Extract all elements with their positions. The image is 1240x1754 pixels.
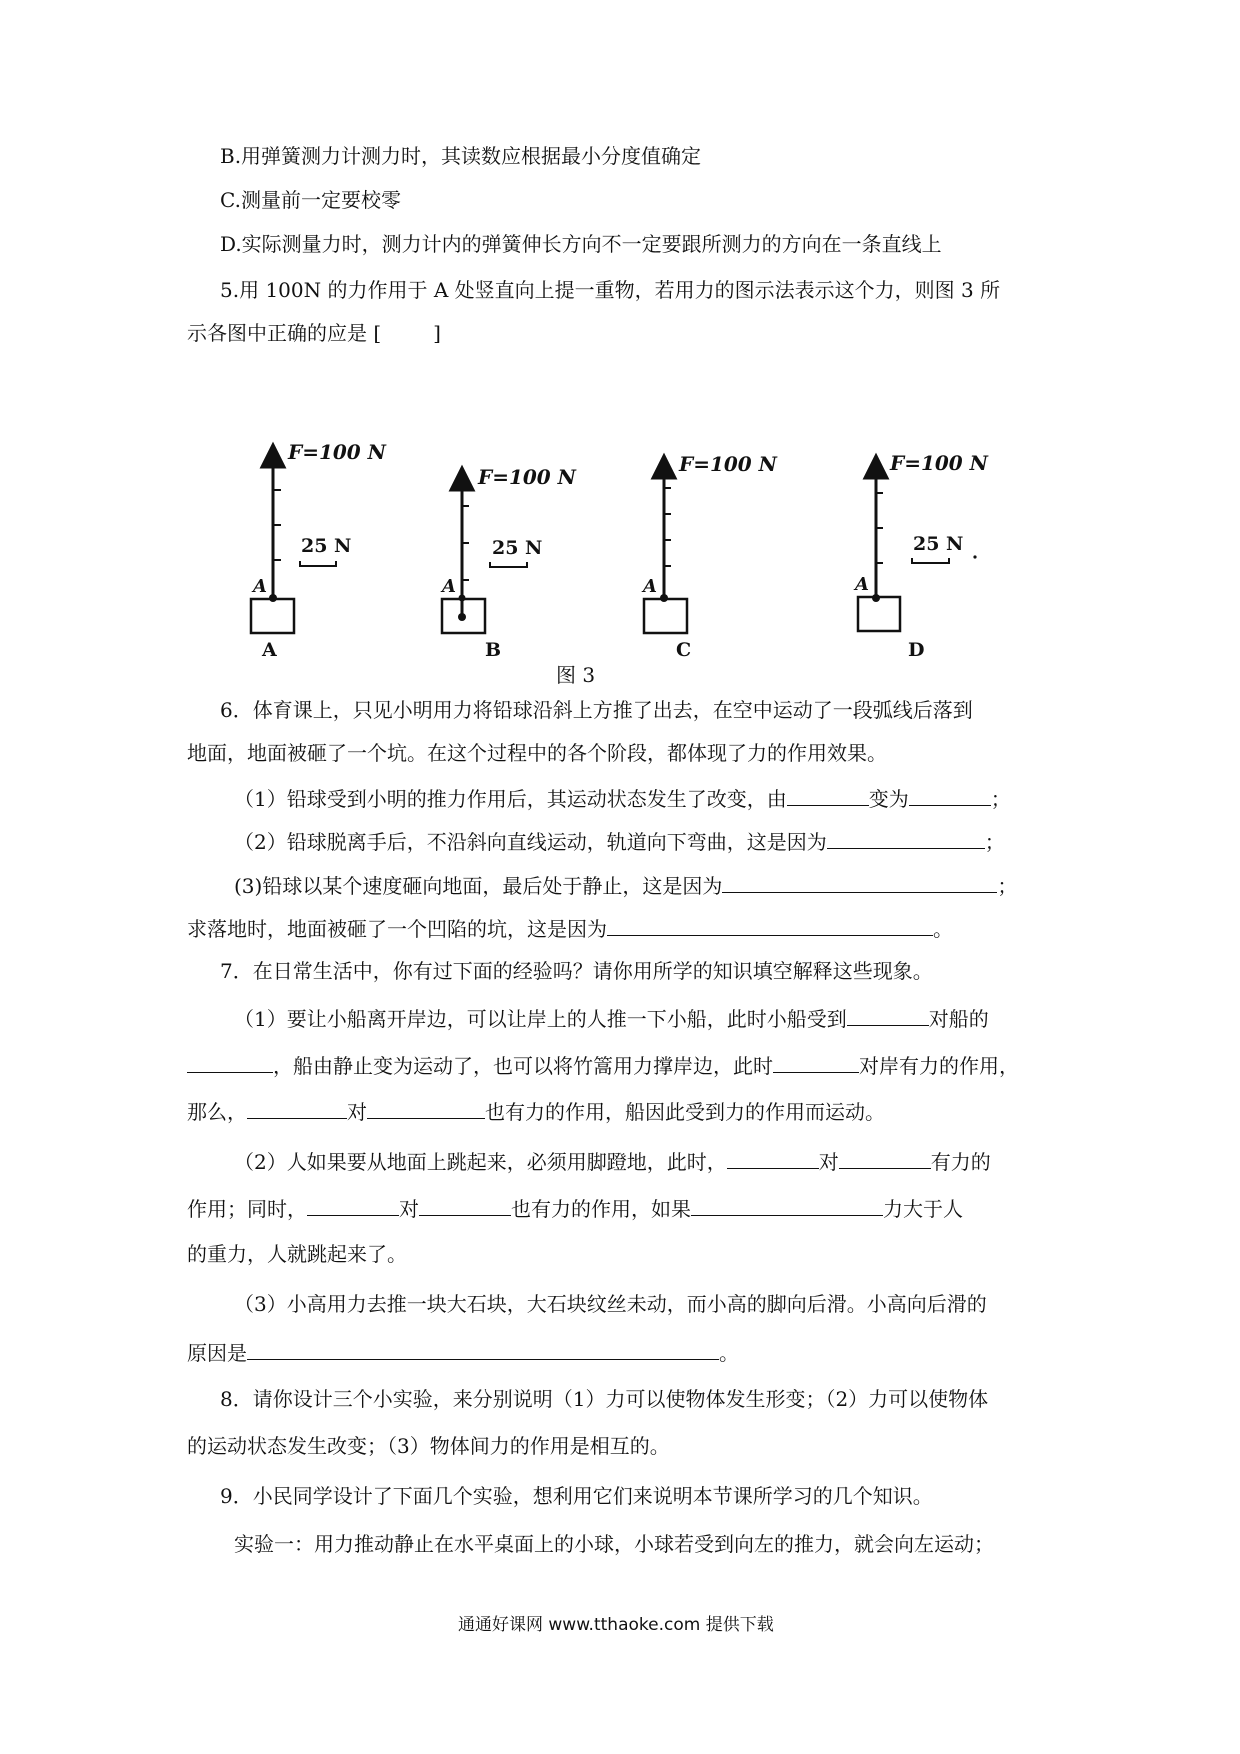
blank-q7-1e[interactable] [367, 1096, 485, 1119]
q6-part1-end: ； [990, 787, 1011, 811]
panel-label-a: A [262, 639, 277, 661]
q7-s1-text-a: （1）要让小船离开岸边，可以让岸上的人推一下小船，此时小船受到 [234, 1007, 847, 1031]
diagram-panel-b [440, 465, 577, 661]
q6-part2 [234, 826, 1005, 856]
point-label-d: A [855, 574, 869, 595]
q6-part3-text: (3)铅球以某个速度砸向地面，最后处于静止，这是因为 [234, 874, 723, 898]
diagram-panel-a [251, 440, 387, 661]
q7-s1-text-b: 对船的 [928, 1007, 989, 1031]
q7-s2-text-e: 对 [399, 1197, 419, 1221]
force-label-a: F=100 N [288, 440, 386, 464]
q4-option-d: D.实际测量力时，测力计内的弹簧伸长方向不一定要跟所测力的方向在一条直线上 [220, 232, 942, 256]
blank-q6-4[interactable] [607, 913, 933, 936]
q6-intro-line2: 地面，地面被砸了一个坑。在这个过程中的各个阶段，都体现了力的作用效果。 [187, 741, 887, 765]
q9-line2: 实验一：用力推动静止在水平桌面上的小球，小球若受到向左的推力，就会向左运动； [234, 1532, 994, 1556]
blank-q6-3[interactable] [722, 870, 997, 893]
blank-q7-1d[interactable] [247, 1096, 347, 1119]
blank-q7-2e[interactable] [691, 1193, 883, 1216]
blank-q7-1b[interactable] [187, 1050, 273, 1073]
q5-stem-line1: 5.用 100N 的力作用于 A 处竖直向上提一重物，若用力的图示法表示这个力，则图 3 所 [220, 278, 1001, 302]
q7-intro: 7．在日常生活中，你有过下面的经验吗？请你用所学的知识填空解释这些现象。 [220, 959, 933, 983]
point-label-c: A [643, 576, 657, 597]
q8-line2: 的运动状态发生改变；（3）物体间力的作用是相互的。 [187, 1434, 670, 1458]
q6-part4-text: 求落地时，地面被砸了一个凹陷的坑，这是因为 [187, 917, 607, 941]
panel-label-c: C [676, 639, 692, 661]
q7-s1-text-f: 对 [347, 1100, 367, 1124]
q7-s1-text-g: 也有力的作用，船因此受到力的作用而运动。 [485, 1100, 885, 1124]
q6-part4-end: 。 [933, 917, 953, 941]
q7-s1-text-c: ，船由静止变为运动了，也可以将竹篙用力撑岸边，此时 [273, 1054, 773, 1078]
q7-s3-end: 。 [719, 1341, 739, 1365]
point-label-b: A [442, 576, 456, 597]
q7-s2-text-f: 也有力的作用，如果 [511, 1197, 691, 1221]
q7-s1-text-d: 对岸有力的作用， [859, 1054, 1019, 1078]
q7-s1-text-e: 那么， [187, 1100, 247, 1124]
q8-line1: 8．请你设计三个小实验，来分别说明（1）力可以使物体发生形变；（2）力可以使物体 [220, 1387, 989, 1411]
q7-s1-line3 [187, 1096, 885, 1126]
q7-s3-line1: （3）小高用力去推一块大石块，大石块纹丝未动，而小高的脚向后滑。小高向后滑的 [234, 1292, 987, 1316]
figure-caption: 图 3 [556, 663, 596, 687]
blank-q7-1a[interactable] [847, 1003, 929, 1026]
blank-q7-3[interactable] [247, 1337, 719, 1360]
force-label-d: F=100 N [890, 451, 988, 475]
q6-part3 [234, 870, 1017, 900]
q6-part2-end: ； [984, 830, 1005, 854]
q7-s2-text-c: 有力的 [930, 1150, 991, 1174]
point-label-a: A [253, 576, 267, 597]
q5-bracket-close: ] [433, 321, 441, 345]
q6-part1-text-a: （1）铅球受到小明的推力作用后，其运动状态发生了改变，由 [234, 787, 787, 811]
blank-q7-2a[interactable] [727, 1146, 819, 1169]
blank-q7-2d[interactable] [419, 1193, 511, 1216]
scale-label-d: 25 N [913, 533, 964, 555]
footer-credit: 通通好课网 www.tthaoke.com 提供下载 [458, 1615, 774, 1635]
q7-s2-text-g: 力大于人 [883, 1197, 963, 1221]
q4-option-c: C.测量前一定要校零 [220, 188, 401, 212]
q7-s2-line3: 的重力，人就跳起来了。 [187, 1242, 407, 1266]
blank-q7-2c[interactable] [307, 1193, 399, 1216]
scale-label-b: 25 N [492, 537, 543, 559]
panel-label-d: D [908, 639, 925, 661]
blank-q6-1a[interactable] [787, 783, 869, 806]
q7-s2-line2 [187, 1193, 963, 1223]
q7-s3-line2 [187, 1337, 739, 1367]
q6-part1 [234, 783, 1011, 813]
q6-part2-text: （2）铅球脱离手后，不沿斜向直线运动，轨道向下弯曲，这是因为 [234, 830, 827, 854]
diagram-panel-d [853, 451, 989, 661]
scale-label-a: 25 N [301, 535, 352, 557]
q4-option-b: B.用弹簧测力计测力时，其读数应根据最小分度值确定 [220, 144, 702, 168]
q7-s2-text-d: 作用；同时， [187, 1197, 307, 1221]
figure-3 [0, 0, 1240, 700]
q6-part3-end: ； [997, 874, 1018, 898]
q7-s2-text-b: 对 [818, 1150, 839, 1174]
q7-s1-line1 [234, 1003, 989, 1033]
blank-q7-2b[interactable] [839, 1146, 931, 1169]
diagram-panel-c [641, 452, 778, 661]
force-label-b: F=100 N [478, 465, 576, 489]
force-label-c: F=100 N [679, 452, 777, 476]
q6-part4 [187, 913, 953, 943]
q6-part1-text-b: 变为 [868, 787, 909, 811]
q5-stem-text: 示各图中正确的应是 [ [187, 321, 382, 345]
blank-q6-1b[interactable] [909, 783, 991, 806]
q7-s2-line1 [234, 1146, 991, 1176]
blank-q6-2[interactable] [827, 826, 985, 849]
q7-s3-text: 原因是 [187, 1341, 247, 1365]
panel-label-b: B [485, 639, 502, 661]
q7-s1-line2 [187, 1050, 1019, 1080]
q7-s2-text-a: （2）人如果要从地面上跳起来，必须用脚蹬地，此时， [234, 1150, 727, 1174]
blank-q7-1c[interactable] [773, 1050, 859, 1073]
q9-line1: 9．小民同学设计了下面几个实验，想利用它们来说明本节课所学习的几个知识。 [220, 1484, 933, 1508]
q6-intro-line1: 6．体育课上，只见小明用力将铅球沿斜上方推了出去，在空中运动了一段弧线后落到 [220, 698, 973, 722]
